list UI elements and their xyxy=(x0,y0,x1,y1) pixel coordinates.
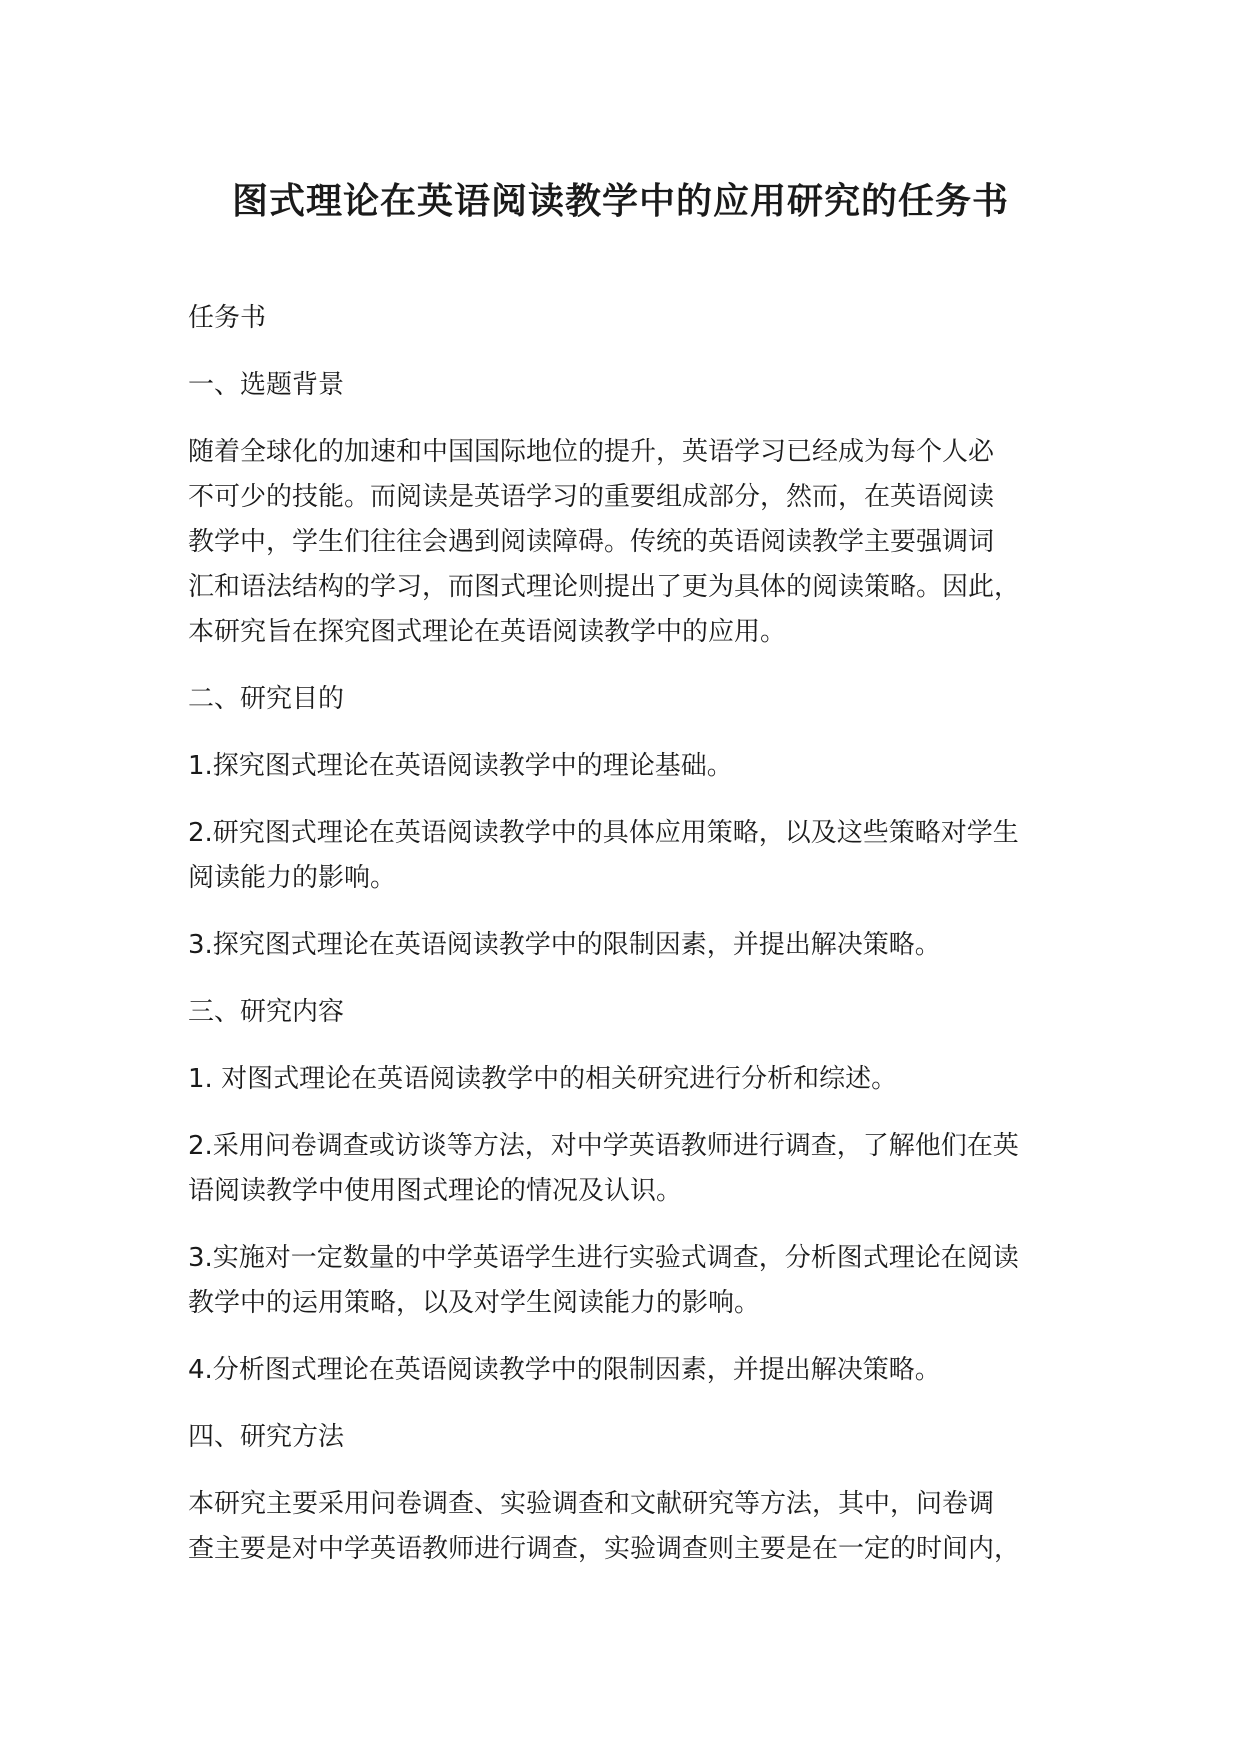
text-line: 1. 对图式理论在英语阅读教学中的相关研究进行分析和综述。 xyxy=(188,1064,898,1094)
list-item-content-1 xyxy=(188,1057,1088,1102)
text-line: 3.探究图式理论在英语阅读教学中的限制因素，并提出解决策略。 xyxy=(188,930,941,960)
text-line: 三、研究内容 xyxy=(188,997,345,1027)
paragraph-method xyxy=(188,1482,1088,1572)
list-item-purpose-2 xyxy=(188,811,1088,901)
text-line: 不可少的技能。而阅读是英语学习的重要组成部分，然而，在英语阅读 xyxy=(188,482,995,512)
text-line: 2.研究图式理论在英语阅读教学中的具体应用策略，以及这些策略对学生 xyxy=(188,818,1019,848)
section-heading-method xyxy=(188,1415,1088,1460)
text-line: 阅读能力的影响。 xyxy=(188,863,397,893)
document-body xyxy=(188,296,1088,1594)
text-line: 二、研究目的 xyxy=(188,684,345,714)
list-item-purpose-1 xyxy=(188,744,1088,789)
list-item-content-3 xyxy=(188,1236,1088,1326)
text-line: 教学中，学生们往往会遇到阅读障碍。传统的英语阅读教学主要强调词 xyxy=(188,527,995,557)
text-line: 随着全球化的加速和中国国际地位的提升，英语学习已经成为每个人必 xyxy=(188,437,995,467)
section-label-task xyxy=(188,296,1088,341)
text-line: 1.探究图式理论在英语阅读教学中的理论基础。 xyxy=(188,751,733,781)
text-line: 汇和语法结构的学习，而图式理论则提出了更为具体的阅读策略。因此， xyxy=(188,572,1021,602)
text-line: 2.采用问卷调查或访谈等方法，对中学英语教师进行调查，了解他们在英 xyxy=(188,1131,1019,1161)
paragraph-background xyxy=(188,430,1088,655)
text-line: 查主要是对中学英语教师进行调查，实验调查则主要是在一定的时间内， xyxy=(188,1534,1021,1564)
list-item-purpose-3 xyxy=(188,923,1088,968)
text-line: 本研究主要采用问卷调查、实验调查和文献研究等方法，其中，问卷调 xyxy=(188,1489,995,1519)
text-line: 本研究旨在探究图式理论在英语阅读教学中的应用。 xyxy=(188,617,787,647)
text-line: 四、研究方法 xyxy=(188,1422,345,1452)
document-title: 图式理论在英语阅读教学中的应用研究的任务书 xyxy=(231,181,1009,222)
list-item-content-4 xyxy=(188,1348,1088,1393)
text-line: 任务书 xyxy=(188,303,267,333)
text-line: 3.实施对一定数量的中学英语学生进行实验式调查，分析图式理论在阅读 xyxy=(188,1243,1019,1273)
text-line: 语阅读教学中使用图式理论的情况及认识。 xyxy=(188,1176,683,1206)
section-heading-content xyxy=(188,990,1088,1035)
text-line: 一、选题背景 xyxy=(188,370,345,400)
section-heading-purpose xyxy=(188,677,1088,722)
text-line: 教学中的运用策略，以及对学生阅读能力的影响。 xyxy=(188,1288,761,1318)
section-heading-background xyxy=(188,363,1088,408)
text-line: 4.分析图式理论在英语阅读教学中的限制因素，并提出解决策略。 xyxy=(188,1355,941,1385)
list-item-content-2 xyxy=(188,1124,1088,1214)
